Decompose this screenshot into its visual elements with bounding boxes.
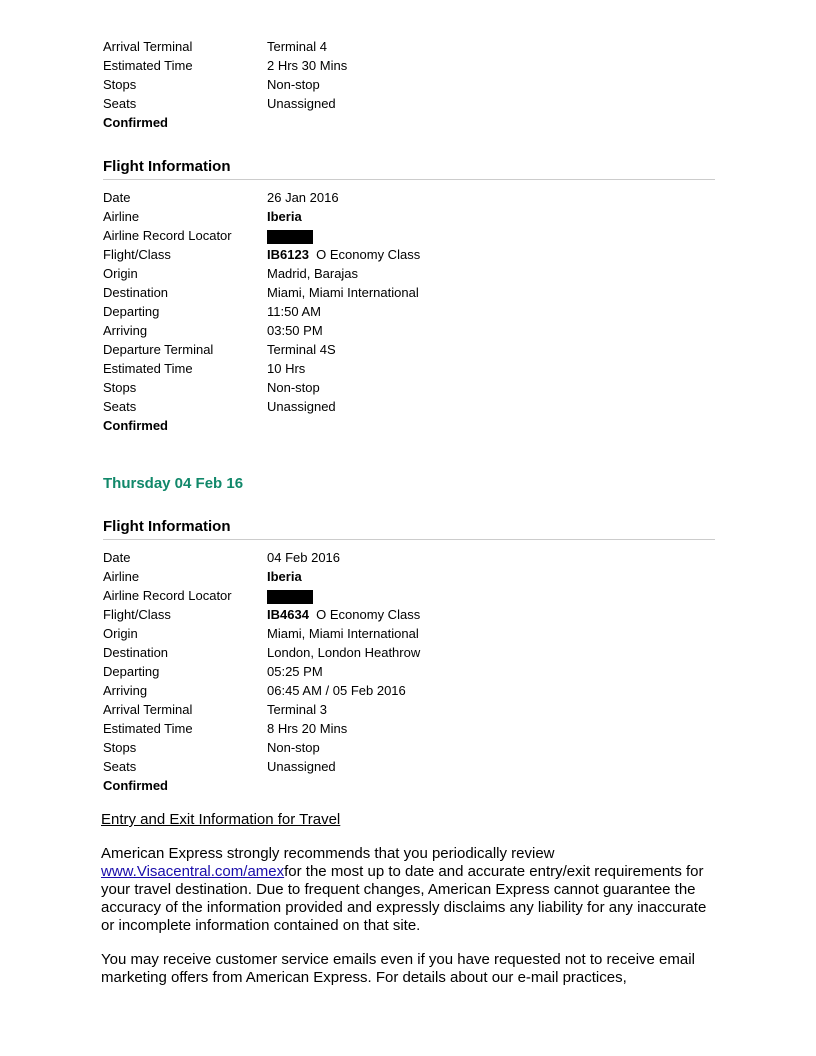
detail-row — [103, 624, 715, 643]
detail-row — [103, 94, 715, 113]
redaction-block — [267, 590, 313, 604]
date-value: 04 Feb 2016 — [267, 550, 341, 565]
detail-row — [103, 340, 715, 359]
date-label: Date — [103, 550, 131, 565]
detail-row — [103, 397, 715, 416]
flight-class-value — [267, 605, 420, 624]
estimated-time-label: Estimated Time — [103, 361, 193, 376]
airline-label: Airline — [103, 569, 140, 584]
paragraph-text: for the most up to date and accurate entry/exit requirements for your travel destination. Due to frequent changes, American Express cannot guarantee the accuracy of the information provided and expressly disclaims any liability for any inaccurate or incomplete information contained on that site. — [101, 863, 707, 934]
detail-row — [103, 662, 715, 681]
stops-value: Non-stop — [267, 740, 320, 755]
detail-row — [103, 738, 715, 757]
seats-value: Unassigned — [267, 399, 336, 414]
detail-label: Arrival Terminal — [103, 39, 193, 54]
class-value: O Economy Class — [316, 607, 421, 622]
detail-row — [103, 567, 715, 586]
detail-row — [103, 719, 715, 738]
detail-value: Terminal 4 — [267, 39, 327, 54]
estimated-time-value: 8 Hrs 20 Mins — [267, 721, 348, 736]
detail-row — [103, 643, 715, 662]
visacentral-link[interactable]: www.Visacentral.com/amex — [101, 863, 285, 880]
confirmed-status — [103, 113, 715, 132]
email-notice-paragraph: You may receive customer service emails even if you have requested not to receive email marketing offers from American Express. For details about our e-mail practices, — [101, 951, 695, 986]
confirmed-label: Confirmed — [103, 115, 168, 130]
terminal-label: Departure Terminal — [103, 342, 214, 357]
entry-exit-heading: Entry and Exit Information for Travel — [101, 811, 341, 828]
confirmed-status — [103, 776, 715, 795]
detail-value: Unassigned — [267, 96, 336, 111]
detail-row — [103, 586, 715, 605]
airline-value: Iberia — [267, 209, 302, 224]
seats-value: Unassigned — [267, 759, 336, 774]
date-label: Date — [103, 190, 131, 205]
detail-value: 2 Hrs 30 Mins — [267, 58, 348, 73]
flight-number: IB4634 — [267, 607, 309, 622]
detail-label: Stops — [103, 77, 137, 92]
departing-label: Departing — [103, 304, 160, 319]
stops-label: Stops — [103, 740, 137, 755]
entry-exit-paragraph — [101, 845, 721, 935]
date-value: 26 Jan 2016 — [267, 190, 339, 205]
detail-label: Seats — [103, 96, 137, 111]
origin-label: Origin — [103, 266, 138, 281]
redaction-block — [267, 230, 313, 244]
airline-value: Iberia — [267, 569, 302, 584]
detail-row — [103, 226, 715, 245]
origin-value: Miami, Miami International — [267, 626, 419, 641]
detail-row — [103, 264, 715, 283]
confirmed-status — [103, 416, 715, 435]
detail-row — [103, 283, 715, 302]
flight-class-label: Flight/Class — [103, 247, 171, 262]
stops-label: Stops — [103, 380, 137, 395]
detail-row — [103, 207, 715, 226]
detail-row — [103, 548, 715, 567]
arriving-label: Arriving — [103, 683, 148, 698]
departing-value: 05:25 PM — [267, 664, 323, 679]
estimated-time-label: Estimated Time — [103, 721, 193, 736]
detail-row — [103, 37, 715, 56]
airline-label: Airline — [103, 209, 140, 224]
locator-label: Airline Record Locator — [103, 588, 232, 603]
destination-value: London, London Heathrow — [267, 645, 421, 660]
detail-row — [103, 75, 715, 94]
detail-row — [103, 700, 715, 719]
class-value: O Economy Class — [316, 247, 421, 262]
detail-row — [103, 245, 715, 264]
paragraph-text: American Express strongly recommends that you periodically review — [101, 845, 555, 862]
detail-row — [103, 681, 715, 700]
detail-value: Non-stop — [267, 77, 320, 92]
detail-row — [103, 757, 715, 776]
origin-label: Origin — [103, 626, 138, 641]
terminal-label: Arrival Terminal — [103, 702, 193, 717]
section-divider — [103, 539, 715, 540]
detail-row — [103, 359, 715, 378]
arriving-value: 03:50 PM — [267, 323, 323, 338]
flight-number: IB6123 — [267, 247, 309, 262]
seats-label: Seats — [103, 399, 137, 414]
flight-class-value — [267, 245, 420, 264]
locator-value — [267, 226, 313, 245]
confirmed-label: Confirmed — [103, 418, 168, 433]
destination-label: Destination — [103, 645, 169, 660]
origin-value: Madrid, Barajas — [267, 266, 359, 281]
seats-label: Seats — [103, 759, 137, 774]
detail-row — [103, 56, 715, 75]
detail-row — [103, 321, 715, 340]
locator-label: Airline Record Locator — [103, 228, 232, 243]
confirmed-label: Confirmed — [103, 778, 168, 793]
departing-label: Departing — [103, 664, 160, 679]
arriving-label: Arriving — [103, 323, 148, 338]
departing-value: 11:50 AM — [267, 304, 321, 319]
detail-row — [103, 605, 715, 624]
terminal-value: Terminal 3 — [267, 702, 327, 717]
detail-row — [103, 188, 715, 207]
destination-label: Destination — [103, 285, 169, 300]
detail-label: Estimated Time — [103, 58, 193, 73]
locator-value — [267, 586, 313, 605]
day-heading: Thursday 04 Feb 16 — [103, 475, 244, 492]
detail-row — [103, 302, 715, 321]
destination-value: Miami, Miami International — [267, 285, 419, 300]
flight-info-title: Flight Information — [103, 158, 231, 175]
detail-row — [103, 378, 715, 397]
arriving-value: 06:45 AM / 05 Feb 2016 — [267, 683, 406, 698]
flight-class-label: Flight/Class — [103, 607, 171, 622]
flight-info-title: Flight Information — [103, 518, 231, 535]
estimated-time-value: 10 Hrs — [267, 361, 306, 376]
section-divider — [103, 179, 715, 180]
stops-value: Non-stop — [267, 380, 320, 395]
terminal-value: Terminal 4S — [267, 342, 336, 357]
